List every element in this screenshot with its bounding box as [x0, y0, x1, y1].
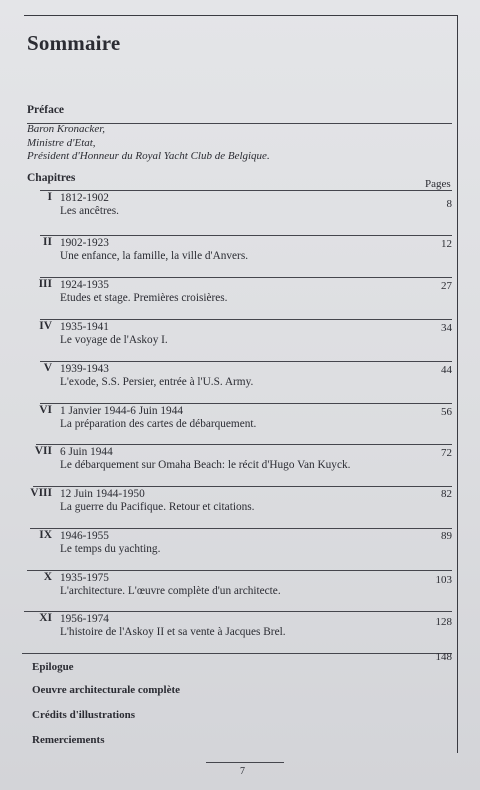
- chapter-title: L'architecture. L'œuvre complète d'un architecte.: [60, 585, 281, 597]
- chapter-dates: 1902-1923: [60, 237, 109, 249]
- page-number: 7: [240, 766, 245, 777]
- chapter-page: 44: [441, 364, 452, 376]
- chapter-title: Le voyage de l'Askoy I.: [60, 334, 168, 346]
- back-matter-page: 148: [435, 651, 452, 663]
- chapter-title: L'histoire de l'Askoy II et sa vente à Jacques Brel.: [60, 626, 286, 638]
- chapter-title: L'exode, S.S. Persier, entrée à l'U.S. Army.: [60, 376, 254, 388]
- frame-top-rule: [24, 15, 457, 16]
- chapter-dates: 1924-1935: [60, 279, 109, 291]
- preface-line: Baron Kronacker,: [27, 123, 106, 135]
- chapter-page: 8: [446, 198, 452, 210]
- chapter-dates: 1 Janvier 1944-6 Juin 1944: [60, 405, 183, 417]
- chapter-dates: 6 Juin 1944: [60, 446, 113, 458]
- chapter-number: III: [38, 278, 52, 290]
- pages-heading: Pages: [425, 178, 451, 190]
- preface-line: Président d'Honneur du Royal Yacht Club de Belgique.: [27, 150, 270, 162]
- chapter-rule: [22, 653, 452, 654]
- chapter-page: 103: [435, 574, 452, 586]
- chapter-page: 34: [441, 322, 452, 334]
- preface-heading: Préface: [27, 104, 65, 116]
- chapter-number: X: [43, 571, 52, 583]
- chapter-page: 89: [441, 530, 452, 542]
- chapter-title: Une enfance, la famille, la ville d'Anvers.: [60, 250, 249, 262]
- chapter-dates: 12 Juin 1944-1950: [60, 488, 145, 500]
- chapter-number: XI: [39, 612, 52, 624]
- page-title: Sommaire: [27, 31, 121, 55]
- chapter-page: 82: [441, 488, 452, 500]
- footer-rule: [206, 762, 284, 763]
- chapter-number: IX: [39, 529, 52, 541]
- chapter-page: 56: [441, 406, 452, 418]
- chapter-title: Le temps du yachting.: [60, 543, 161, 555]
- chapter-dates: 1939-1943: [60, 363, 109, 375]
- chapter-number: VIII: [30, 487, 52, 499]
- chapter-dates: 1935-1941: [60, 321, 109, 333]
- frame-right-rule: [457, 15, 458, 753]
- back-matter-item: Epilogue: [32, 661, 74, 673]
- chapter-page: 128: [435, 616, 452, 628]
- chapter-number: VII: [34, 445, 52, 457]
- chapter-title: La préparation des cartes de débarquement.: [60, 418, 257, 430]
- preface-author: [27, 123, 270, 164]
- chapter-number: I: [47, 191, 52, 203]
- chapter-page: 72: [441, 447, 452, 459]
- chapter-page: 12: [441, 238, 452, 250]
- chapters-heading: Chapitres: [27, 172, 76, 184]
- chapter-dates: 1956-1974: [60, 613, 109, 625]
- preface-line: Ministre d'Etat,: [27, 136, 96, 149]
- chapter-number: IV: [39, 320, 52, 332]
- chapter-page: 27: [441, 280, 452, 292]
- chapter-title: La guerre du Pacifique. Retour et citations.: [60, 501, 255, 513]
- chapter-title: Le débarquement sur Omaha Beach: le récit d'Hugo Van Kuyck.: [60, 459, 351, 471]
- chapter-title: Etudes et stage. Premières croisières.: [60, 292, 228, 304]
- back-matter-item: Remerciements: [32, 734, 105, 746]
- chapter-dates: 1935-1975: [60, 572, 109, 584]
- back-matter-item: Oeuvre architecturale complète: [32, 684, 181, 696]
- chapter-title: Les ancêtres.: [60, 205, 119, 217]
- back-matter-item: Crédits d'illustrations: [32, 709, 135, 721]
- chapter-dates: 1812-1902: [60, 192, 109, 204]
- chapter-dates: 1946-1955: [60, 530, 109, 542]
- chapter-number: II: [43, 236, 52, 248]
- chapter-number: V: [43, 362, 52, 374]
- chapter-number: VI: [39, 404, 52, 416]
